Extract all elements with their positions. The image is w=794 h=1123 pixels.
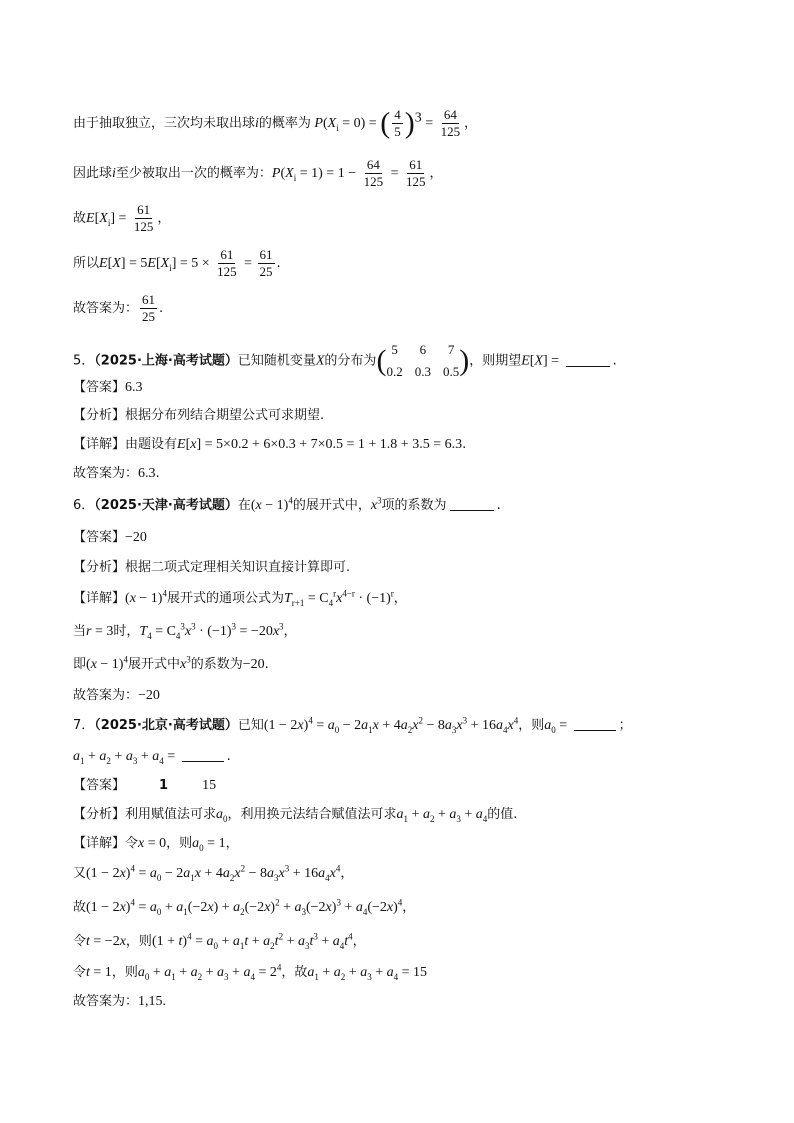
- text: ，则: [518, 718, 545, 733]
- q6-final: [73, 686, 160, 706]
- text: 由于抽取独立，三次均未取出球: [73, 116, 256, 131]
- q6-answer: [73, 528, 147, 548]
- text: 令: [73, 934, 87, 949]
- text: 时，: [113, 624, 140, 639]
- text: ，则: [111, 965, 138, 980]
- label: 【分析】: [73, 408, 126, 423]
- q5-final: 故答案为：6.3.: [73, 466, 160, 481]
- answer-value: −20: [138, 688, 160, 703]
- text: 即: [73, 657, 87, 672]
- text: 因此球: [73, 166, 113, 181]
- answer-blank: [566, 366, 610, 367]
- answer-value: −20: [125, 530, 147, 545]
- q7-final: [73, 992, 166, 1012]
- label: 【详解】: [73, 437, 126, 452]
- answer-value-1: 1: [159, 778, 169, 793]
- text: 展开式中: [127, 657, 180, 672]
- label: 【详解】: [73, 591, 126, 606]
- q7-answer: [73, 776, 216, 796]
- q6-ie: 即$(x - 1)^4$展开式中$x^3$的系数为−20.: [73, 654, 269, 672]
- q5-detail: 【详解】由题设有E[x] = 5×0.2 + 6×0.3 + 7×0.5 = 1 + 1.8 + 3.5 = 6.3.: [73, 437, 467, 452]
- label: 【答案】: [73, 778, 126, 793]
- q6-analysis: [73, 558, 350, 578]
- label: 【分析】: [73, 807, 126, 822]
- text: 利用赋值法可求: [125, 807, 217, 822]
- text: 的值.: [487, 807, 518, 822]
- text: 已知随机变量: [237, 353, 316, 369]
- text: 故: [73, 900, 87, 915]
- text: ，则: [166, 836, 193, 851]
- q6-detail: 【详解】$(x - 1)^4$展开式的通项公式为$T_{r+1} = C_4^rx^{4-r} \cdot (-1)^r$，: [73, 588, 407, 608]
- question-number: 5．: [73, 353, 95, 369]
- q7-let-t1: 令t = 1，则$a_0 + a_1 + a_2 + a_3 + a_4 = 2^4$，故$a_1 + a_2 + a_3 + a_4 = 15$: [73, 962, 427, 982]
- question-6: 6．（2025·天津·高考试题）在$(x - 1)^4$的展开式中，$x^3$项的系数为 .: [73, 495, 501, 513]
- question-source: （2025·上海·高考试题）: [94, 353, 238, 369]
- question-7: 7．（2025·北京·高考试题）已知$(1 - 2x)^4 = a_0 - 2a_1x + 4a_2x^2 - 8a_3x^3 + 16a_4x^4$，则$a_0$ = ；: [73, 715, 632, 735]
- q5-answer: [73, 378, 143, 398]
- question-number: 7．: [73, 718, 95, 733]
- text: 由题设有: [125, 437, 178, 452]
- prob-none-line: 由于抽取独立，三次均未取出球i的概率为 $P(X_i = 0)$ = ( $\frac{4}{5}$ )$^3$ = $\frac{64}{125}$ ，: [73, 106, 478, 140]
- q7-analysis: 【分析】利用赋值法可求$a_0$，利用换元法结合赋值法可求$a_1 + a_2 + a_3 + a_4$的值.: [73, 807, 518, 824]
- text: 所以: [73, 256, 100, 271]
- answer-value: 6.3: [138, 466, 156, 481]
- expect-x-line: 所以$E[X] = 5E[X_i] = 5$ × $\frac{61}{125}$ = $\frac{61}{25}$ .: [73, 247, 281, 279]
- question-source: （2025·天津·高考试题）: [94, 498, 238, 513]
- text: 又: [73, 866, 87, 881]
- text: 故答案为：: [73, 301, 139, 316]
- text: 根据二项式定理相关知识直接计算即可.: [125, 560, 351, 575]
- text: 故答案为：: [73, 688, 139, 703]
- answer-value: 1,15.: [138, 994, 167, 1009]
- question-source: （2025·北京·高考试题）: [94, 718, 238, 733]
- text: 展开式的通项公式为: [166, 591, 284, 606]
- label: 【答案】: [73, 530, 126, 545]
- label: 【分析】: [73, 560, 126, 575]
- text: ，利用换元法结合赋值法可求: [227, 807, 397, 822]
- text: 的概率为: [258, 116, 311, 131]
- q7-so: 故$(1 - 2x)^4 = a_0 + a_1(-2x) + a_2(-2x)^2 + a_3(-2x)^3 + a_4(-2x)^4$，: [73, 897, 416, 917]
- distribution-matrix: 5 6 7 0.2 0.3 0.5: [386, 342, 460, 379]
- answer-line-q4: 故答案为： $\frac{61}{25}$ .: [73, 292, 164, 324]
- text: 令: [125, 836, 139, 851]
- text: 故答案为：: [73, 994, 139, 1009]
- text: ，则: [125, 934, 152, 949]
- text: 根据分布列结合期望公式可求期望.: [125, 408, 325, 423]
- expect-xi-line: 故$E[X_i]$ = $\frac{61}{125}$ ，: [73, 202, 171, 234]
- answer-value-2: 15: [202, 778, 217, 793]
- q7-detail: 【详解】令x = 0，则$a_0 = 1$，: [73, 836, 239, 853]
- q6-when: 当r = 3时，$T_4 = C_4^3x^3 \cdot (-1)^3 = -20x^3$，: [73, 621, 297, 641]
- answer-blank: [182, 761, 224, 762]
- text: 的分布为: [324, 353, 377, 369]
- text: 令: [73, 965, 87, 980]
- text: ，故: [281, 965, 308, 980]
- text: 当: [73, 624, 87, 639]
- label: 【详解】: [73, 836, 126, 851]
- q7-also: 又$(1 - 2x)^4 = a_0 - 2a_1x + 4a_2x^2 - 8a_3x^3 + 16a_4x^4$，: [73, 863, 354, 883]
- question-7-line2: $a_1 + a_2 + a_3 + a_4$ = .: [73, 749, 231, 766]
- answer-value: 6.3: [125, 380, 143, 395]
- text: 在: [237, 498, 251, 513]
- text: 已知: [237, 718, 264, 733]
- q5-analysis: [73, 406, 324, 426]
- text: 的系数为: [190, 657, 243, 672]
- text: 故答案为：: [73, 466, 139, 481]
- answer-blank: [450, 510, 494, 511]
- prob-once-line: 因此球i至少被取出一次的概率为：$P(X_i = 1) = 1$ − $\frac{64}{125}$ = $\frac{61}{125}$ ，: [73, 157, 443, 189]
- answer-blank: [574, 730, 616, 731]
- text: 的展开式中，: [292, 498, 371, 513]
- question-5: 5．（2025·上海·高考试题）已知随机变量X的分布为( 5 6 7 0.2 0.3 0.5 )，则期望E[X] = .: [73, 340, 617, 382]
- q7-let: 令t = −2x，则$(1 + t)^4 = a_0 + a_1t + a_2t^2 + a_3t^3 + a_4t^4$，: [73, 931, 366, 951]
- text: 至少被取出一次的概率为：: [115, 166, 272, 181]
- label: 【答案】: [73, 380, 126, 395]
- text: 项的系数为: [381, 498, 447, 513]
- text: 故: [73, 211, 87, 226]
- question-number: 6．: [73, 498, 95, 513]
- text: ，则期望: [469, 353, 522, 369]
